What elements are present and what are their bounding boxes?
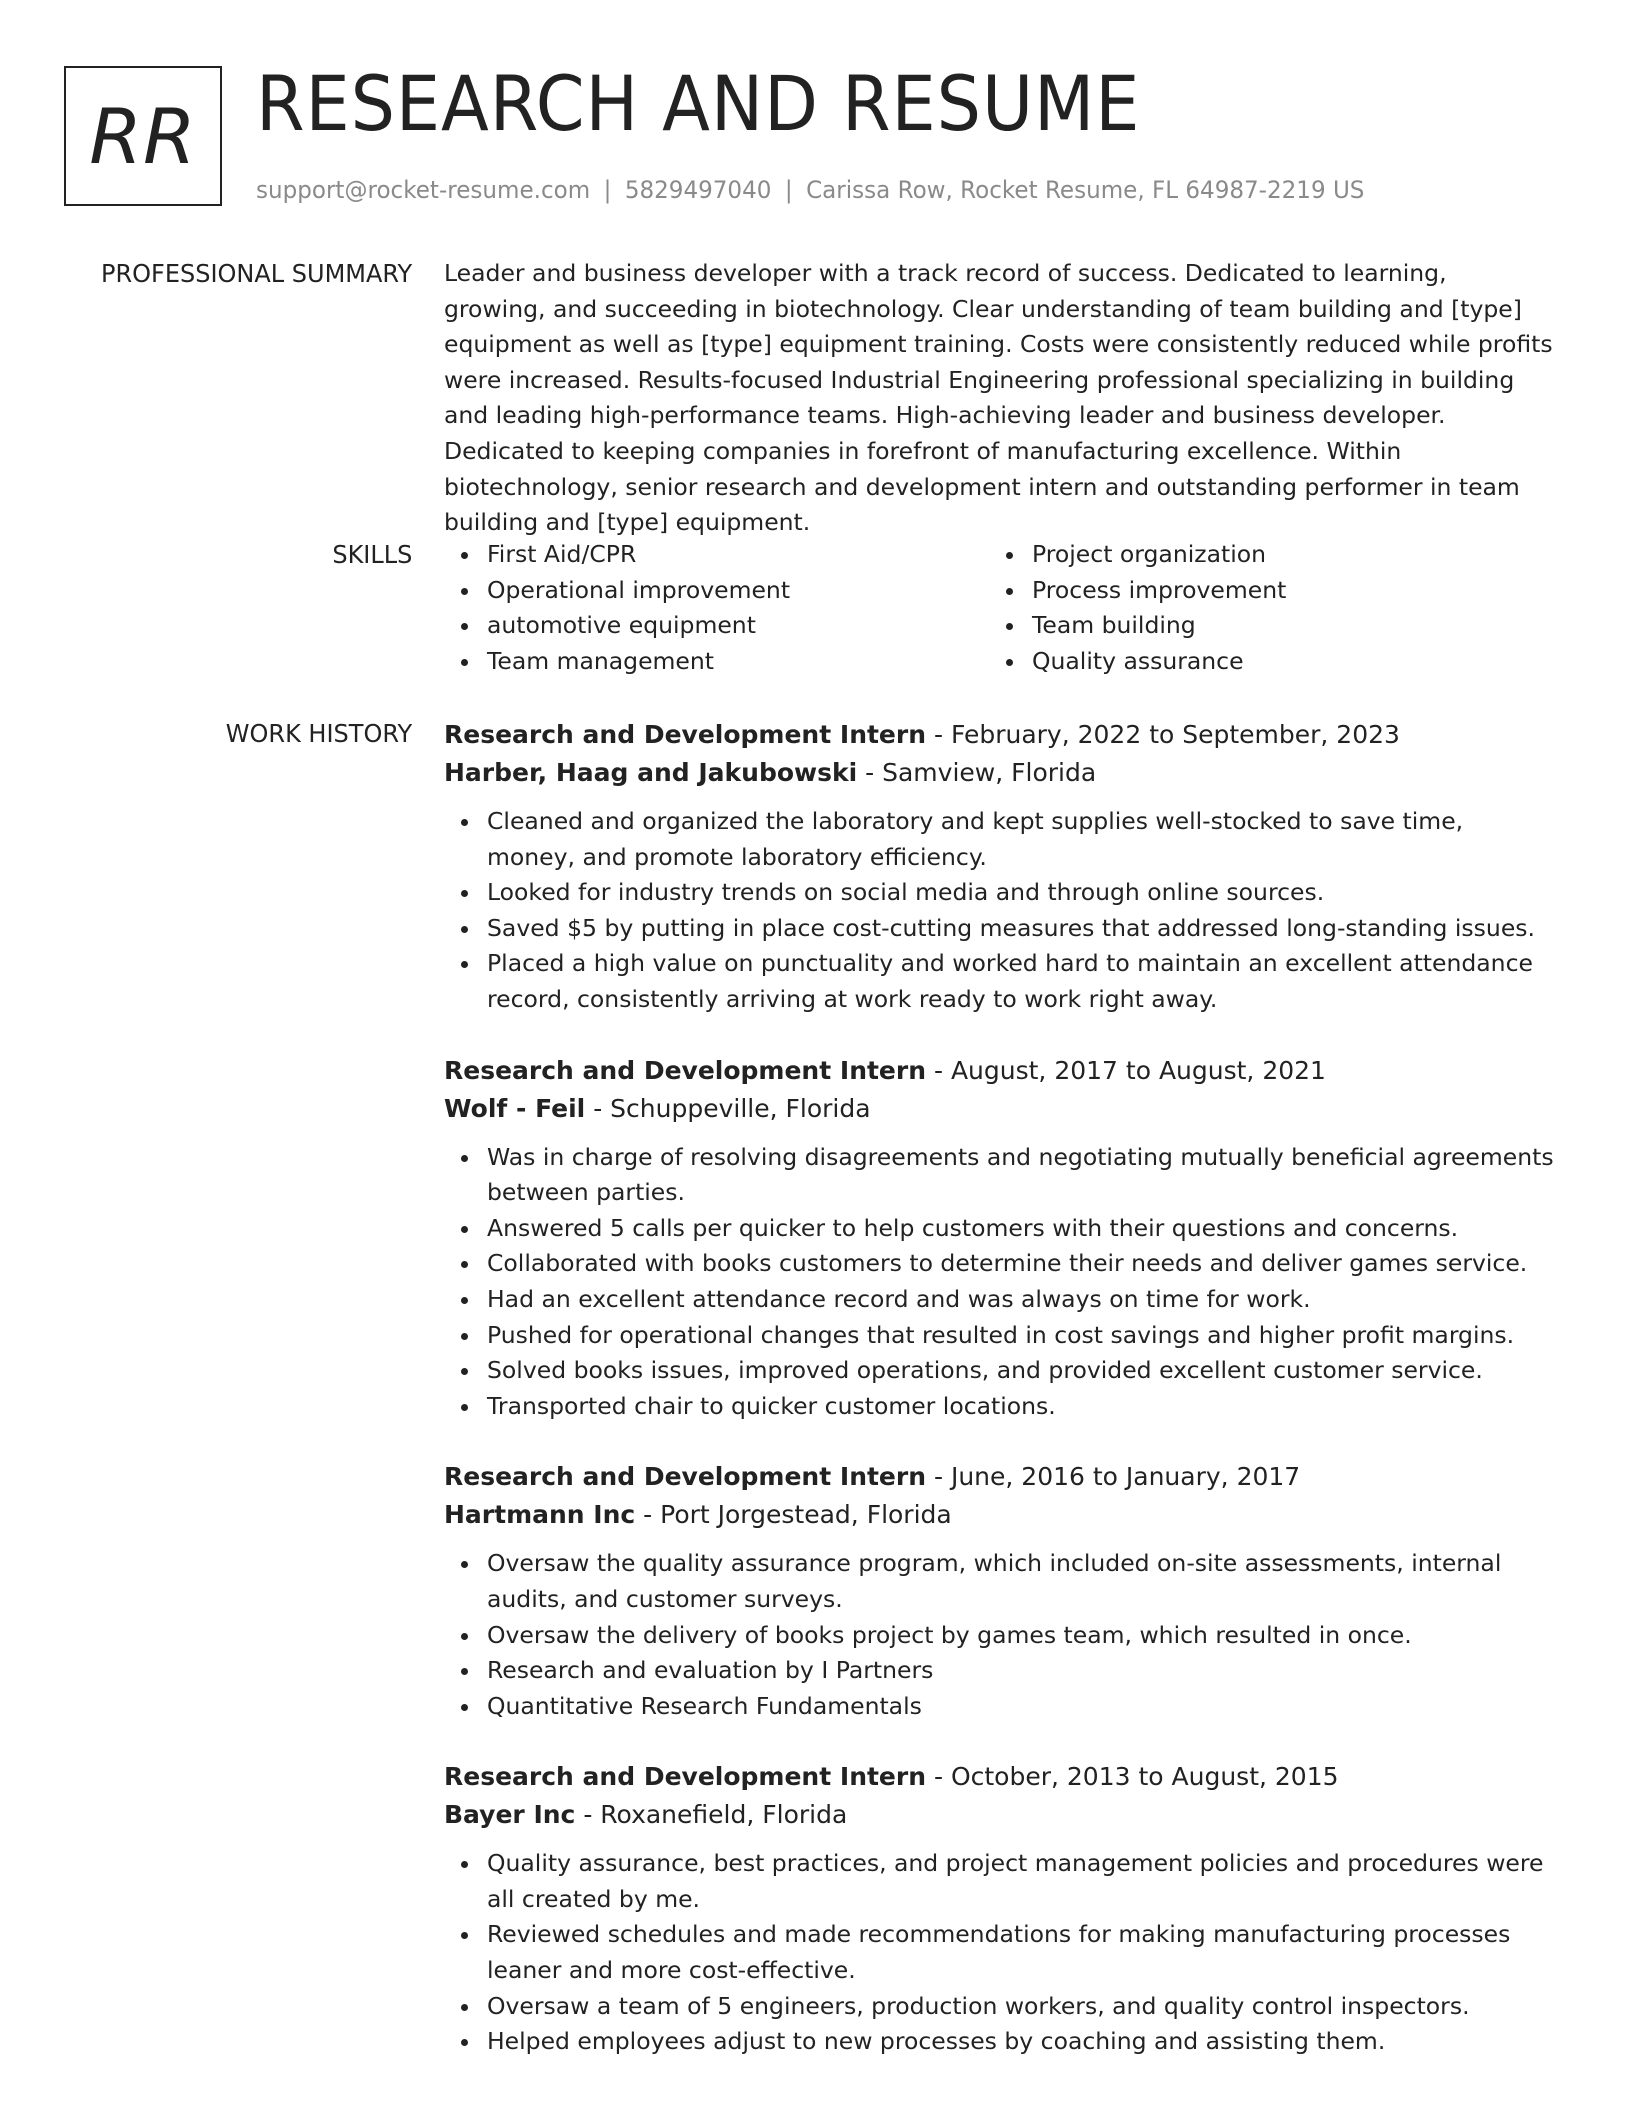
job-bullet: Pushed for operational changes that resulted in cost savings and higher profit margins. [487,1318,1554,1354]
page-title: RESEARCH AND RESUME [256,59,1141,148]
job-location: - Roxanefield, Florida [575,1800,848,1830]
job-bullet: Was in charge of resolving disagreements and negotiating mutually beneficial agreements between parties. [487,1140,1554,1211]
contact-address: Carissa Row, Rocket Resume, FL 64987-2219 US [806,176,1365,204]
summary-text: Leader and business developer with a track record of success. Dedicated to learning, growing, and succeeding in biotechnology. Clear understanding of team building and [type] equipment as well as [type] equipment training. Costs were consistently reduced while profits were increased. Results-focused Industrial Engineering professional specializing in building and leading high-performance teams. High-achieving leader and business developer. Dedicated to keeping companies in forefront of manufacturing excellence. Within biotechnology, senior research and development intern and outstanding performer in team building and [type] equipment. [444,259,1553,537]
skill-item: Process improvement [1032,573,1534,609]
skills-list [444,537,1554,679]
job-company: Harber, Haag and Jakubowski [444,758,858,787]
job-entry [444,1458,1554,1724]
skill-item: First Aid/CPR [487,537,989,573]
job-bullets [444,1846,1554,2060]
contact-line [256,172,1364,208]
contact-separator: | [603,176,612,204]
job-title-line [444,716,1554,754]
job-title: Research and Development Intern [444,1055,927,1085]
contact-phone[interactable]: 5829497040 [624,176,772,204]
job-entry [444,1052,1554,1425]
job-bullets [444,804,1554,1018]
section-label-summary: PROFESSIONAL SUMMARY [100,259,412,288]
skill-item: Operational improvement [487,573,989,609]
job-bullet: Quality assurance, best practices, and project management policies and procedures were all created by me. [487,1846,1554,1917]
job-dates: - February, 2022 to September, 2023 [926,720,1400,749]
job-bullet: Oversaw the delivery of books project by games team, which resulted in once. [487,1618,1554,1654]
job-title: Research and Development Intern [444,720,927,749]
job-entry [444,716,1554,1018]
job-bullet: Quantitative Research Fundamentals [487,1689,1554,1725]
job-company: Bayer Inc [444,1800,576,1830]
job-bullets [444,1140,1554,1425]
job-bullet: Collaborated with books customers to determine their needs and deliver games service. [487,1246,1554,1282]
skill-item: Team building [1032,608,1534,644]
job-title-line [444,1458,1554,1496]
job-bullet: Transported chair to quicker customer locations. [487,1389,1554,1425]
job-bullet: Research and evaluation by I Partners [487,1653,1554,1689]
job-bullet: Helped employees adjust to new processes by coaching and assisting them. [487,2024,1554,2060]
work-history-list [444,716,1554,2094]
skills-column-left [444,537,989,679]
job-company: Hartmann Inc [444,1500,636,1530]
contact-separator: | [784,176,793,204]
job-bullet: Oversaw a team of 5 engineers, production workers, and quality control inspectors. [487,1989,1554,2025]
section-label-skills: SKILLS [331,540,412,569]
skill-item: Team management [487,644,989,680]
job-bullet: Answered 5 calls per quicker to help customers with their questions and concerns. [487,1211,1554,1247]
job-title: Research and Development Intern [444,1462,927,1492]
job-title-line [444,1758,1554,1796]
job-bullet: Looked for industry trends on social media and through online sources. [487,875,1554,911]
job-bullet: Placed a high value on punctuality and worked hard to maintain an excellent attendance record, consistently arriving at work ready to work right away. [487,946,1554,1017]
job-bullets [444,1546,1554,1724]
job-title-line [444,1052,1554,1090]
job-company-line [444,1796,1554,1834]
job-dates: - October, 2013 to August, 2015 [926,1762,1339,1792]
job-company: Wolf - Feil [444,1093,586,1123]
job-location: - Schuppeville, Florida [585,1093,871,1123]
section-label-work: WORK HISTORY [225,719,412,748]
job-bullet: Cleaned and organized the laboratory and kept supplies well-stocked to save time, money, and promote laboratory efficiency. [487,804,1554,875]
job-dates: - June, 2016 to January, 2017 [926,1462,1301,1492]
skill-item: automotive equipment [487,608,989,644]
monogram-logo: RR [64,66,222,206]
job-bullet: Reviewed schedules and made recommendations for making manufacturing processes leaner and more cost-effective. [487,1917,1554,1988]
job-bullet: Saved $5 by putting in place cost-cutting measures that addressed long-standing issues. [487,911,1554,947]
skill-item: Quality assurance [1032,644,1534,680]
job-dates: - August, 2017 to August, 2021 [926,1055,1326,1085]
job-company-line [444,754,1554,792]
job-location: - Samview, Florida [857,758,1097,787]
job-location: - Port Jorgestead, Florida [635,1500,952,1530]
job-entry [444,1758,1554,2060]
skill-item: Project organization [1032,537,1534,573]
skills-column-right [989,537,1534,679]
contact-email[interactable]: support@rocket-resume.com [256,176,591,204]
job-company-line [444,1496,1554,1534]
job-bullet: Solved books issues, improved operations, and provided excellent customer service. [487,1353,1554,1389]
job-company-line [444,1090,1554,1128]
job-title: Research and Development Intern [444,1762,927,1792]
job-bullet: Oversaw the quality assurance program, which included on-site assessments, internal audits, and customer surveys. [487,1546,1554,1617]
job-bullet: Had an excellent attendance record and was always on time for work. [487,1282,1554,1318]
